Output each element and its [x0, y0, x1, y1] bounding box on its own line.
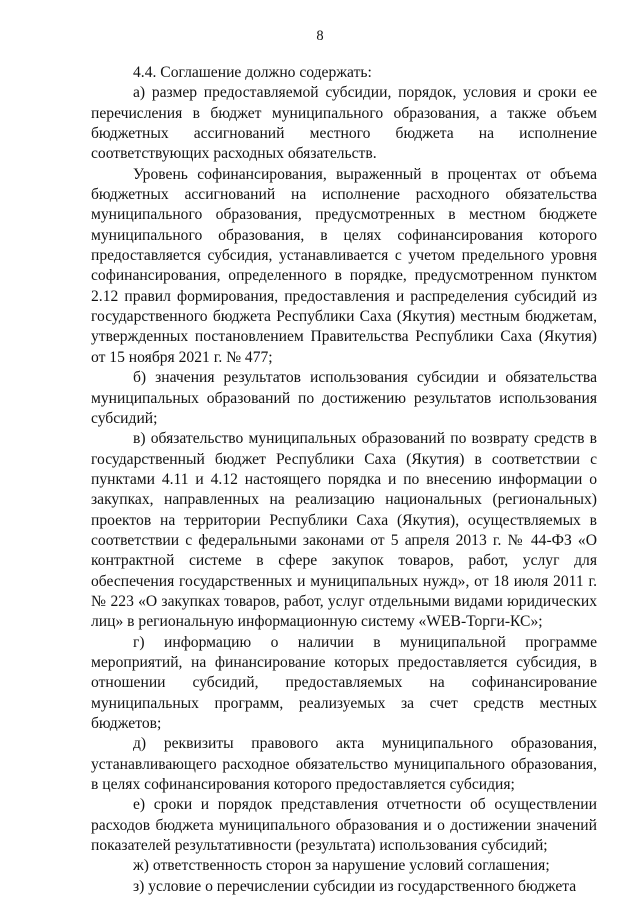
paragraph-item-d: д) реквизиты правового акта муниципального образования, устанавливающего расходное обязательство муниципального образования, в целях софинансирования которого предоставляется субсидия; — [91, 735, 597, 794]
paragraph-item-zh: ж) ответственность сторон за нарушение условий соглашения; — [133, 857, 550, 875]
paragraph-4-4-heading: 4.4. Соглашение должно содержать: — [133, 64, 372, 81]
paragraph-item-z: з) условие о перечислении субсидии из государственного бюджета — [133, 877, 577, 895]
paragraph-item-a: а) размер предоставляемой субсидии, порядок, условия и сроки ее перечисления в бюджет муниципального образования, а также объем бюджетных ассигнований местного бюджета на исполнение соответствующих расходных обязательств. — [91, 84, 597, 163]
paragraph-cofinancing-level: Уровень софинансирования, выраженный в процентах от объема бюджетных ассигнований на исполнение расходного обязательства муниципального образования, предусмотренных в местном бюджете муниципального образования, в целях софинансирования которого предоставляется субсидия, устанавливается с учетом предельного уровня софинансирования, определенного в порядке, предусмотренном пунктом 2.12 правил формирования, предоставления и распределения субсидий из государственного бюджета Республики Саха (Якутия) местным бюджетам, утвержденных постановлением Правительства Республики Саха (Якутия) от 15 ноября 2021 г. № 477; — [91, 165, 597, 366]
paragraph-item-b: б) значения результатов использования субсидии и обязательства муниципальных образований по достижению результатов использования субсидий; — [91, 369, 597, 427]
document-body — [91, 63, 597, 897]
paragraph-item-e: е) сроки и порядок представления отчетности об осуществлении расходов бюджета муниципального образования и о достижении значений показателей результативности (результата) использования субсидий; — [91, 796, 597, 855]
paragraph-item-g: г) информацию о наличии в муниципальной программе мероприятий, на финансирование которых предоставляется субсидия, в отношении субсидий, предоставляемых на софинансирование муниципальных программ, реализуемых за счет средств местных бюджетов; — [91, 633, 597, 732]
page-number: 8 — [316, 28, 324, 44]
paragraph-item-v: в) обязательство муниципальных образований по возврату средств в государственный бюджет Республики Саха (Якутия) в соответствии с пунктами 4.11 и 4.12 настоящего порядка и по внесению информации о закупках, направленных на реализацию национальных (региональных) проектов на территории Республики Саха (Якутия), осуществляемых в соответствии с федеральными законами от 5 апреля 2013 г. № 44-ФЗ «О контрактной системе в сфере закупок товаров, работ, услуг для обеспечения государственных и муниципальных нужд», от 18 июля 2011 г. № 223 «О закупках товаров, работ, услуг отдельными видами юридических лиц» в региональную информационную систему «WEB-Торги-КС»; — [91, 430, 597, 631]
